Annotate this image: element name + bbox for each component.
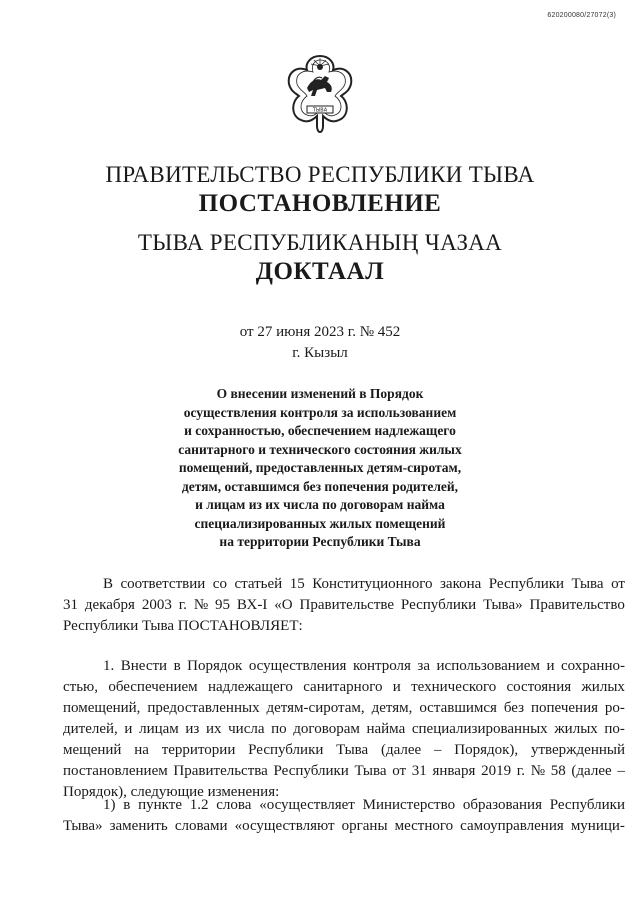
subclause-1-paragraph <box>63 795 625 837</box>
coat-of-arms-emblem <box>285 52 355 144</box>
subject-line: на территории Республики Тыва <box>219 534 421 549</box>
svg-text:ТЫВА: ТЫВА <box>312 107 328 114</box>
subject-line: детям, оставшимся без попечения родителей, <box>181 478 459 494</box>
decree-date-number: от 27 июня 2023 г. № 452 <box>239 324 401 340</box>
decree-title-tyva: ДОКТААЛ <box>255 258 385 285</box>
text-line: В соответствии со статьей 15 Конституционного закона Республики Тыва от <box>103 576 625 592</box>
subject-line: осуществления контроля за использованием <box>183 404 457 420</box>
text-line: 1. Внести в Порядок осуществления контроля за использованием и сохранно- <box>103 658 625 674</box>
text-line: мещений на территории Республики Тыва (далее – Порядок), утвержденный <box>63 742 625 758</box>
text-line: 31 декабря 2003 г. № 95 ВХ-I «О Правительстве Республики Тыва» Правительство <box>63 597 625 613</box>
subject-line: и лицам из их числа по договорам найма <box>195 497 445 512</box>
text-line: дителей, и лицам из их числа по договорам найма специализированных жилых по- <box>63 721 625 737</box>
subject-line: помещений, предоставленных детям-сиротам, <box>178 460 462 475</box>
preamble-paragraph <box>63 574 625 637</box>
text-line: Тыва» заменить словами «осуществляют органы местного самоуправления муници- <box>63 818 625 834</box>
subject-line: О внесении изменений в Порядок <box>216 386 424 401</box>
subject-line: и сохранностью, обеспечением надлежащего <box>184 423 456 438</box>
document-id: 620200080/27072(3) <box>547 12 616 19</box>
text-line: стью, обеспечением надлежащего санитарного и технического состояния жилых <box>63 679 625 695</box>
decree-city: г. Кызыл <box>292 345 348 361</box>
text-line: 1) в пункте 1.2 слова «осуществляет Министерство образования Республики <box>103 797 625 813</box>
text-line: помещений, предоставленных детям-сиротам, детям, оставшимся без попечения ро- <box>63 700 625 716</box>
decree-title: ПОСТАНОВЛЕНИЕ <box>198 190 442 217</box>
subject-line: специализированных жилых помещений <box>194 515 446 531</box>
clause-1-paragraph <box>63 656 625 803</box>
text-line: Порядок), следующие изменения: <box>63 784 280 800</box>
decree-subject <box>0 385 640 552</box>
text-line: Республики Тыва ПОСТАНОВЛЯЕТ: <box>63 618 303 634</box>
subject-line: санитарного и технического состояния жилых <box>178 441 462 457</box>
government-title-tyva: ТЫВА РЕСПУБЛИКАНЫҢ ЧАЗАА <box>137 230 503 255</box>
text-line: постановлением Правительства Республики Тыва от 31 января 2019 г. № 58 (далее – <box>63 763 625 779</box>
government-title: ПРАВИТЕЛЬСТВО РЕСПУБЛИКИ ТЫВА <box>105 162 535 187</box>
